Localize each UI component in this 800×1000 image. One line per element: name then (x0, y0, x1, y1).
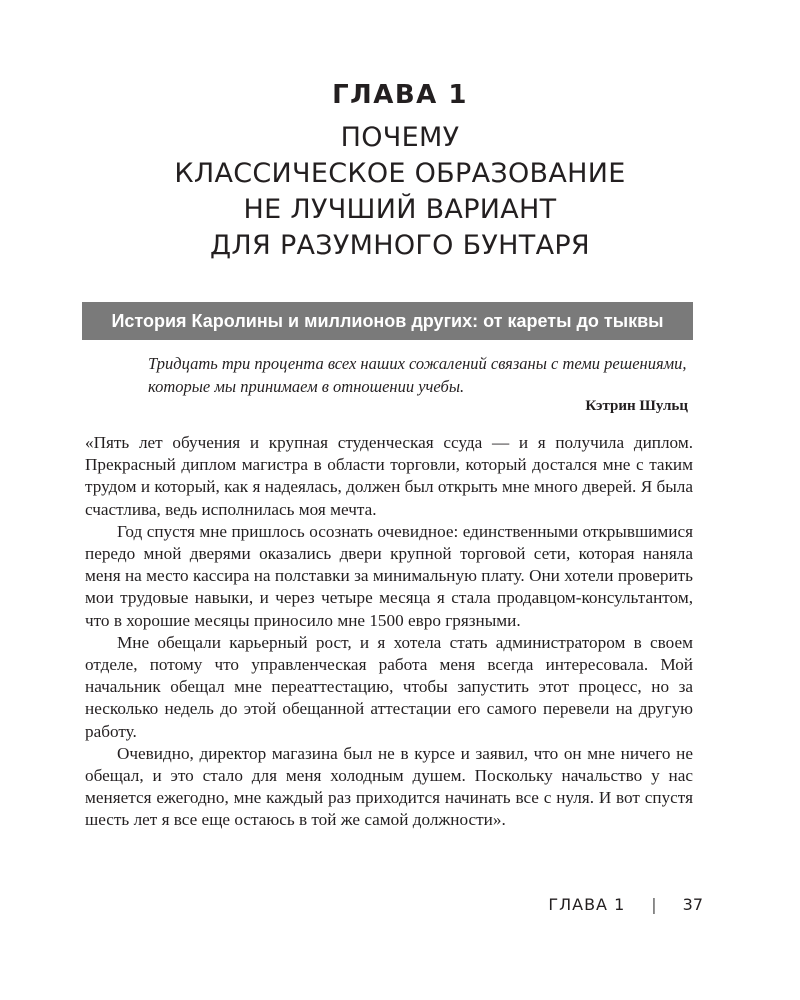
epigraph-author: Кэтрин Шульц (585, 398, 688, 414)
section-heading-banner (82, 302, 693, 340)
chapter-title-line: НЕ ЛУЧШИЙ ВАРИАНТ (243, 194, 557, 225)
paragraph: Год спустя мне пришлось осознать очевидное: единственными открывшимися передо мной дверями оказались двери крупной торговой сети, которая наняла меня на место кассира на полставки за минимальную плату. Они хотели проверить мои трудовые навыки, и через четыре месяца я стала продавцом-консультантом, что в хорошие месяцы приносило мне 1500 евро грязными. (85, 521, 693, 630)
footer-separator: | (651, 895, 657, 914)
epigraph-quote: Тридцать три процента всех наших сожалений связаны с теми решениями, которые мы принимаем в отношении учебы. (148, 354, 687, 396)
paragraph: Мне обещали карьерный рост, и я хотела стать администратором в своем отделе, потому что управленческая работа меня всегда интересовала. Мой начальник обещал мне переаттестацию, чтобы запустить этот процесс, но за несколько недель до этой обещанной аттестации его самого перевели на другую работу. (85, 632, 693, 741)
paragraph: Очевидно, директор магазина был не в курсе и заявил, что он мне ничего не обещал, и это стало для меня холодным душем. Поскольку начальство у нас меняется ежегодно, мне каждый раз приходится начинать все с нуля. И вот спустя шесть лет я все еще остаюсь в той же самой должности». (85, 743, 693, 830)
chapter-title-line: ДЛЯ РАЗУМНОГО БУНТАРЯ (210, 230, 590, 261)
paragraph: «Пять лет обучения и крупная студенческая ссуда — и я получила диплом. Прекрасный диплом магистра в области торговли, который достался мне с таким трудом и который, как я надеялась, должен был открыть мне много дверей. Я была счастлива, ведь исполнилась моя мечта. (85, 433, 693, 519)
section-heading: История Каролины и миллионов других: от кареты до тыквы (111, 310, 664, 331)
chapter-title (0, 120, 800, 264)
chapter-title-line: КЛАССИЧЕСКОЕ ОБРАЗОВАНИЕ (174, 158, 626, 189)
chapter-title-line: ПОЧЕМУ (340, 122, 460, 153)
page-number: 37 (682, 895, 703, 914)
body-text (85, 432, 693, 832)
chapter-number: ГЛАВА 1 (332, 80, 468, 110)
footer-chapter-label: ГЛАВА 1 (548, 895, 626, 914)
running-footer (548, 895, 703, 914)
